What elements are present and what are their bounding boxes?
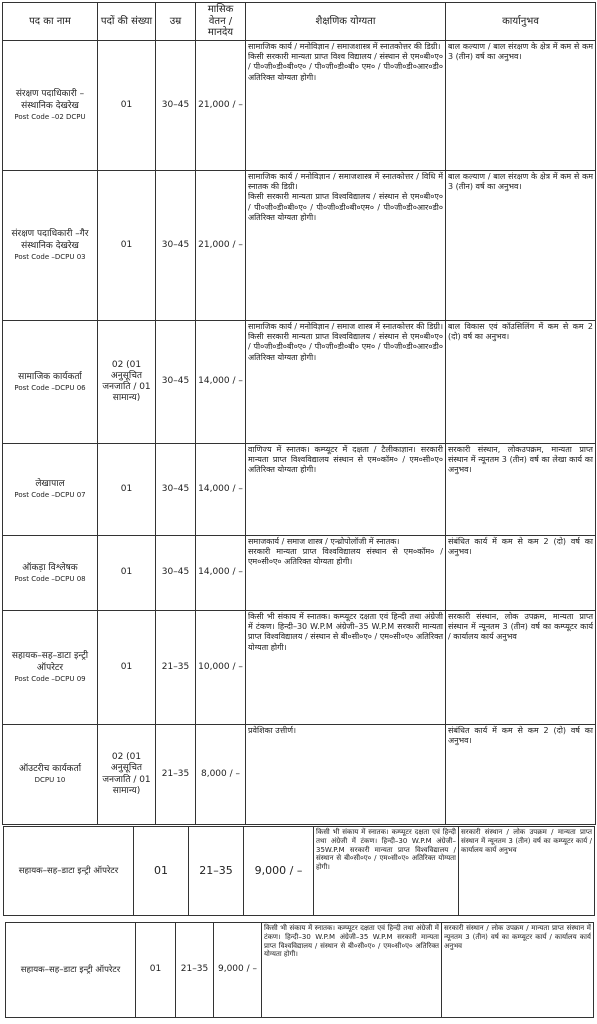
table-row	[4, 827, 595, 916]
post-code: Post Code –DCPU 03	[14, 252, 86, 261]
post-name-cell	[3, 725, 98, 825]
header-qualification: शैक्षणिक योग्यता	[246, 3, 446, 41]
table-row	[3, 171, 596, 321]
header-age: उम्र	[156, 3, 196, 41]
post-name-cell	[3, 444, 98, 536]
post-qualification	[246, 611, 446, 725]
post-experience: सरकारी संस्थान / लोक उपक्रम / मान्यता प्राप्त संस्थान में न्यूनतम 3 (तीन) वर्ष का कम्प्यूटर कार्य / कार्यालय कार्य अनुभव	[459, 827, 595, 916]
post-qualification: किसी भी संकाय में स्नातक। कम्प्यूटर दक्षता एवं हिन्दी तथा अंग्रेजी में टंकण। हिन्दी–30 W.P.M अंग्रेजी–35 W.P.M सरकारी मान्यता प्राप्त विश्वविद्यालय / संस्थान से बी०सी०ए० / एम०सी०ए० अतिरिक्त योग्यता होगी।	[262, 923, 442, 1018]
qualification-primary: प्रवेशिका उत्तीर्ण।	[248, 726, 297, 735]
post-salary: 8,000 / –	[196, 725, 246, 825]
post-code: Post Code –DCPU 06	[14, 383, 86, 392]
table-row	[3, 725, 596, 825]
post-name-cell	[3, 536, 98, 611]
post-name: लेखापाल	[35, 479, 65, 489]
post-experience: बाल कल्याण / बाल संरक्षण के क्षेत्र में कम से कम 3 (तीन) वर्ष का अनुभव।	[446, 41, 596, 171]
post-count: 02 (01 अनुसूचित जनजाति / 01 सामान्य)	[98, 725, 156, 825]
post-salary: 10,000 / –	[196, 611, 246, 725]
qualification-primary: वाणिज्य में स्नातक। कम्प्यूटर में दक्षता / टैलीकाज्ञान। सरकारी मान्यता प्राप्त विश्वविद्यालय संस्थान से एम०कॉम० / एम०सी०ए० अतिरिक्त योग्यता होगी।	[248, 445, 443, 475]
post-count: 01	[134, 827, 189, 916]
post-age: 30–45	[156, 321, 196, 444]
qualification-additional: सरकारी मान्यता प्राप्त विश्वविद्यालय संस्थान से एम०कॉम० / एम०सी०ए० अतिरिक्त योग्यता होगी।	[248, 547, 443, 567]
post-experience: सरकारी संस्थान, लोकउपक्रम, मान्यता प्राप्त संस्थान में न्यूनतम 3 (तीन) वर्ष का लेखा कार्य का अनुभव।	[446, 444, 596, 536]
post-experience: सरकारी संस्थान / लोक उपक्रम / मान्यता प्राप्त संस्थान में न्यूनतम 3 (तीन) वर्ष का कम्प्यूटर कार्य / कार्यालय कार्य अनुभव	[442, 923, 594, 1018]
header-experience: कार्यानुभव	[446, 3, 596, 41]
recruitment-table	[2, 2, 596, 825]
post-qualification	[246, 536, 446, 611]
post-name: संरक्षण पदाधिकारी –गैर संस्थानिक देखरेख	[11, 229, 89, 251]
post-age: 21–35	[189, 827, 244, 916]
post-salary: 21,000 / –	[196, 171, 246, 321]
table-row	[6, 923, 594, 1018]
post-count: 01	[98, 41, 156, 171]
table-row	[3, 41, 596, 171]
post-name-cell	[3, 321, 98, 444]
post-count: 01	[98, 171, 156, 321]
table-row	[3, 536, 596, 611]
header-salary: मासिक वेतन / मानदेय	[196, 3, 246, 41]
post-qualification	[246, 321, 446, 444]
table-row	[3, 444, 596, 536]
post-name: सहायक–सह–डाटा इन्ट्री ऑपरेटर	[11, 651, 89, 673]
post-salary: 14,000 / –	[196, 536, 246, 611]
post-experience: सरकारी संस्थान, लोक उपक्रम, मान्यता प्राप्त संस्थान में न्यूनतम 3 (तीन) वर्ष का कम्प्यूटर कार्य / कार्यालय कार्य अनुभव	[446, 611, 596, 725]
post-salary: 9,000 / –	[244, 827, 314, 916]
post-age: 30–45	[156, 41, 196, 171]
post-name: सामाजिक कार्यकर्ता	[18, 371, 82, 382]
post-code: Post Code –DCPU 09	[14, 674, 86, 683]
qualification-additional: किसी सरकारी मान्यता प्राप्त विश्वविद्यालय / संस्थान से एम०बी०ए० / पी०जी०डी०बी०ए० / पी०जी०डी०बी० एम० / पी०जी०डी०आर०डी० अतिरिक्त योग्यता होगी।	[248, 332, 443, 362]
post-name-cell	[3, 611, 98, 725]
qualification-primary: सामाजिक कार्य / मनोविज्ञान / समाजशास्त्र में स्नातकोत्तर / विधि में स्नातक की डिग्री।	[248, 172, 443, 192]
post-count: 01	[98, 444, 156, 536]
post-count: 01	[136, 923, 176, 1018]
qualification-additional: किसी सरकारी मान्यता प्राप्त विश्वविद्यालय / संस्थान से एम०बी०ए० / पी०जी०डी०बी०ए० / पी०जी०डी०बी०एम० / पी०जी०डी०आर०डी० अतिरिक्त योग्यता होगी।	[248, 192, 443, 222]
post-salary: 21,000 / –	[196, 41, 246, 171]
post-name: ऑकड़ा विश्लेषक	[22, 562, 78, 573]
post-experience: संबंधित कार्य में कम से कम 2 (दो) वर्ष का अनुभव।	[446, 725, 596, 825]
header-count: पदों की संख्या	[98, 3, 156, 41]
qualification-additional: किसी सरकारी मान्यता प्राप्त विश्व विद्यालय / संस्थान से एम०बी०ए० / पी०जी०डी०बी०ए० / पी०जी०डी०बी० एम० / पी०जी०डी०आर०डी० अतिरिक्त योग्यता होगी।	[248, 52, 443, 82]
post-experience: बाल विकास एवं कॉउसिलिंग में कम से कम 2 (दो) वर्ष का अनुभव।	[446, 321, 596, 444]
post-experience: संबंधित कार्य में कम से कम 2 (दो) वर्ष का अनुभव।	[446, 536, 596, 611]
post-qualification	[246, 725, 446, 825]
header-post: पद का नाम	[3, 3, 98, 41]
qualification-primary: सामाजिक कार्य / मनोविज्ञान / समाज शास्त्र में स्नातकोत्तर की डिग्री।	[248, 322, 443, 331]
post-age: 30–45	[156, 171, 196, 321]
header-row	[3, 3, 596, 41]
post-qualification	[246, 171, 446, 321]
post-qualification	[246, 444, 446, 536]
table-row	[3, 321, 596, 444]
post-code: Post Code –DCPU 07	[14, 491, 86, 500]
post-salary: 9,000 / –	[214, 923, 262, 1018]
post-name-cell	[3, 41, 98, 171]
post-name: संरक्षण पदाधिकारी – संस्थानिक देखरेख	[15, 89, 85, 111]
post-count: 01	[98, 611, 156, 725]
qualification-primary: किसी भी संकाय में स्नातक। कम्प्यूटर दक्षता एवं हिन्दी तथा अंग्रेजी में टंकण। हिन्दी–30 W.P.M अंग्रेजी–35 W.P.M सरकारी मान्यता प्राप्त विश्वविद्यालय / संस्थान से बी०सी०ए० / एम०सी०ए० अतिरिक्त योग्यता होगी।	[248, 612, 443, 652]
post-code: DCPU 10	[34, 776, 66, 785]
post-age: 21–35	[156, 725, 196, 825]
post-experience: बाल कल्याण / बाल संरक्षण के क्षेत्र में कम से कम 3 (तीन) वर्ष का अनुभव।	[446, 171, 596, 321]
post-qualification	[246, 41, 446, 171]
pasted-table-2	[5, 922, 594, 1018]
qualification-primary: सामाजिक कार्य / मनोविज्ञान / समाजशास्त्र में स्नातकोत्तर की डिग्री।	[248, 42, 441, 51]
post-name: ऑउटरीच कार्यकर्ता	[18, 764, 82, 774]
qualification-primary: समाजकार्य / समाज शास्त्र / एन्थ्रोपोलॉजी में स्नातक।	[248, 537, 400, 546]
post-count: 01	[98, 536, 156, 611]
pasted-table-1	[3, 826, 595, 916]
table-row	[3, 611, 596, 725]
post-qualification: किसी भी संकाय में स्नातक। कम्प्यूटर दक्षता एवं हिन्दी तथा अंग्रेजी में टंकण। हिन्दी–30 W.P.M अंग्रेजी–35W.P.M सरकारी मान्यता प्राप्त विश्वविद्यालय / संस्थान से बी०सी०ए० / एम०सी०ए० अतिरिक्त योग्यता होगी।	[314, 827, 459, 916]
post-name-cell	[3, 171, 98, 321]
post-count: 02 (01 अनुसूचित जनजाति / 01 सामान्य)	[98, 321, 156, 444]
post-age: 30–45	[156, 536, 196, 611]
post-age: 21–35	[176, 923, 214, 1018]
post-name: सहायक–सह–डाटा इन्ट्री ऑपरेटर	[6, 923, 136, 1018]
post-code: Post Code –DCPU 08	[14, 574, 86, 583]
post-name: सहायक–सह–डाटा इन्ट्री ऑपरेटर	[4, 827, 134, 916]
post-salary: 14,000 / –	[196, 321, 246, 444]
post-age: 21–35	[156, 611, 196, 725]
post-salary: 14,000 / –	[196, 444, 246, 536]
post-code: Post Code –02 DCPU	[14, 112, 86, 121]
post-age: 30–45	[156, 444, 196, 536]
